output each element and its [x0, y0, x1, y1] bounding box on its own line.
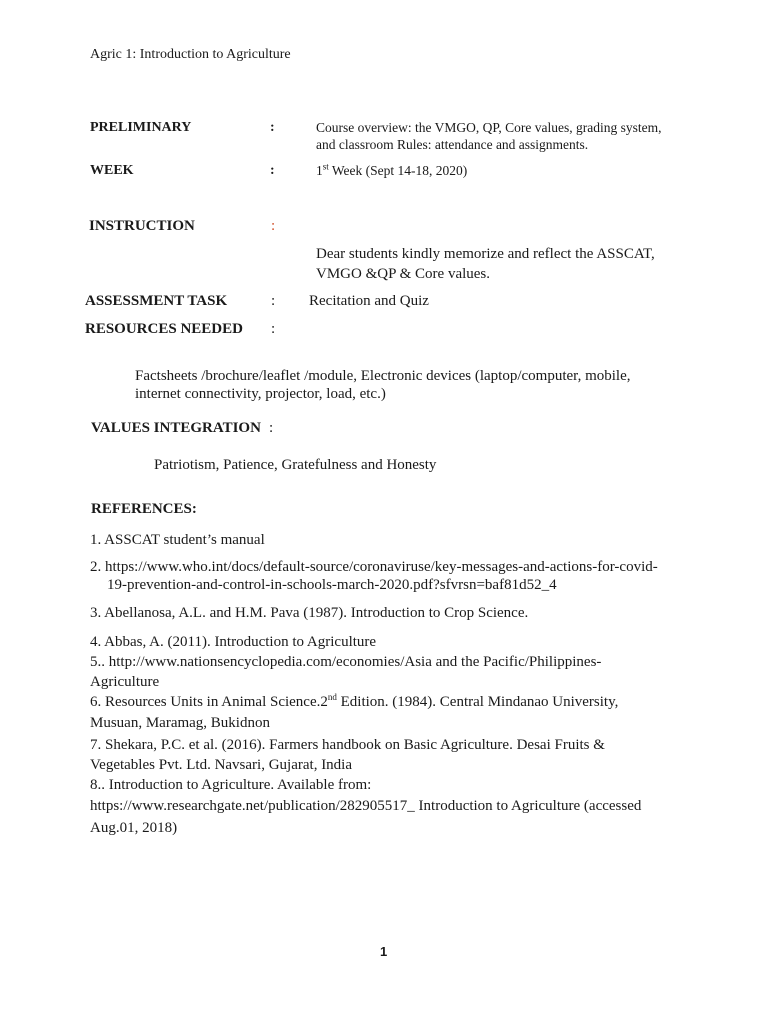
reference-item-5-line2: Agriculture: [90, 674, 160, 690]
assessment-label: ASSESSMENT TASK: [85, 293, 228, 309]
instruction-colon: :: [271, 218, 276, 234]
reference-item-2-line2: 19-prevention-and-control-in-schools-march-2020.pdf?sfvrsn=baf81d52_4: [107, 577, 557, 593]
week-label: WEEK: [90, 163, 134, 178]
reference-item-3: 3. Abellanosa, A.L. and H.M. Pava (1987). Introduction to Crop Science.: [90, 605, 529, 621]
preliminary-label: PRELIMINARY: [90, 120, 192, 135]
reference-item-8-line1: 8.. Introduction to Agriculture. Available from:: [90, 777, 372, 793]
reference-item-7-line1: 7. Shekara, P.C. et al. (2016). Farmers handbook on Basic Agriculture. Desai Fruits &: [90, 737, 605, 753]
instruction-label: INSTRUCTION: [89, 218, 195, 234]
instruction-value-line2: VMGO &QP & Core values.: [316, 266, 491, 282]
resources-value-line1: Factsheets /brochure/leaflet /module, Electronic devices (laptop/computer, mobile,: [135, 368, 631, 384]
preliminary-colon: :: [270, 120, 275, 135]
preliminary-value-line1: Course overview: the VMGO, QP, Core values, grading system,: [316, 120, 662, 135]
reference-item-8-line3: Aug.01, 2018): [90, 820, 178, 836]
reference-item-4: 4. Abbas, A. (2011). Introduction to Agriculture: [90, 634, 377, 650]
week-dates: Week (Sept 14-18, 2020): [328, 163, 468, 178]
assessment-value: Recitation and Quiz: [309, 293, 429, 309]
reference-item-2-line1: 2. https://www.who.int/docs/default-source/coronaviruse/key-messages-and-actions-for-covid-: [90, 559, 658, 575]
assessment-colon: :: [271, 293, 276, 309]
reference-item-8-line2: https://www.researchgate.net/publication/282905517_ Introduction to Agriculture (accessed: [90, 798, 642, 814]
values-value: Patriotism, Patience, Gratefulness and Honesty: [154, 457, 437, 473]
reference-item-5-line1: 5.. http://www.nationsencyclopedia.com/economies/Asia and the Pacific/Philippines-: [90, 654, 602, 670]
reference-item-7-line2: Vegetables Pvt. Ltd. Navsari, Gujarat, India: [90, 757, 353, 773]
page-number: 1: [380, 944, 388, 959]
reference-item-1: 1. ASSCAT student’s manual: [90, 532, 265, 548]
week-number: 1: [316, 163, 323, 178]
references-heading: REFERENCES:: [91, 501, 197, 517]
reference-item-6-line2: Musuan, Maramag, Bukidnon: [90, 715, 270, 731]
resources-colon: :: [271, 321, 276, 337]
preliminary-value-line2: and classroom Rules: attendance and assignments.: [316, 137, 589, 152]
reference-item-6-ordinal: nd: [327, 692, 337, 702]
week-colon: :: [270, 163, 275, 178]
week-ordinal-suffix: st: [322, 161, 329, 172]
instruction-value-line1: Dear students kindly memorize and reflect the ASSCAT,: [316, 246, 655, 262]
week-value: [316, 163, 467, 179]
reference-item-6-prefix: 6. Resources Units in Animal Science.2: [90, 694, 328, 710]
values-colon: :: [269, 420, 274, 436]
values-label: VALUES INTEGRATION: [91, 420, 261, 436]
course-title: Agric 1: Introduction to Agriculture: [90, 47, 291, 62]
reference-item-6-line1: [90, 692, 618, 713]
resources-label: RESOURCES NEEDED: [85, 321, 243, 337]
resources-value-line2: internet connectivity, projector, load, etc.): [135, 386, 386, 402]
reference-item-6-rest: Edition. (1984). Central Mindanao University,: [336, 694, 619, 710]
